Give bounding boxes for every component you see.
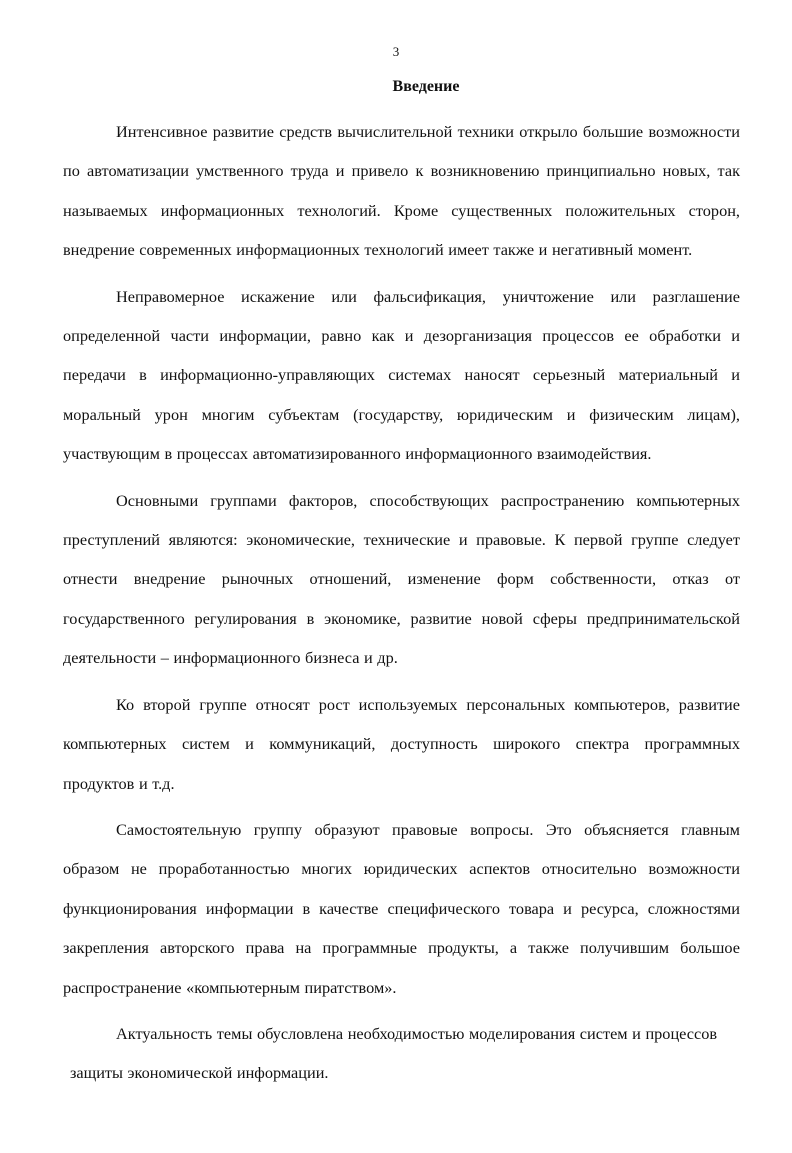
paragraph-intro: Интенсивное развитие средств вычислительной техники открыло большие возможности по автоматизации умственного труда и привело к возникновению принципиально новых, так называемых информационных технологий. Кроме существенных положительных сторон, внедрение современных информационных технологий имеет также и негативный момент.: [63, 122, 740, 260]
paragraph-factors: Основными группами факторов, способствующих распространению компьютерных преступлений являются: экономические, технические и правовые. К первой группе следует отнести внедрение рыночных отношений, изменение форм собственности, отказ от государственного регулирования в экономике, развитие новой сферы предпринимательской деятельности – информационного бизнеса и др.: [63, 490, 740, 668]
page-number: 3: [392, 44, 400, 59]
page-title: Введение: [392, 78, 460, 95]
paragraph-technical: Ко второй группе относят рост используемых персональных компьютеров, развитие компьютерных систем и коммуникаций, доступность широкого спектра программных продуктов и т.д.: [63, 694, 740, 793]
paragraph-relevance: Актуальность темы обусловлена необходимостью моделирования систем и процессов защиты экономической информации.: [70, 1023, 718, 1083]
document-body: [63, 112, 740, 1100]
paragraph-legal: Самостоятельную группу образуют правовые вопросы. Это объясняется главным образом не проработанностью многих юридических аспектов относительно возможности функционирования информации в качестве специфического товара и ресурса, сложностями закрепления авторского права на программные продукты, а также получившим большое распространение «компьютерным пиратством».: [63, 819, 740, 997]
paragraph-harm: Неправомерное искажение или фальсификация, уничтожение или разглашение определенной части информации, равно как и дезорганизация процессов ее обработки и передачи в информационно-управляющих системах наносят серьезный материальный и моральный урон многим субъектам (государству, юридическим и физическим лицам), участвующим в процессах автоматизированного информационного взаимодействия.: [63, 286, 740, 464]
